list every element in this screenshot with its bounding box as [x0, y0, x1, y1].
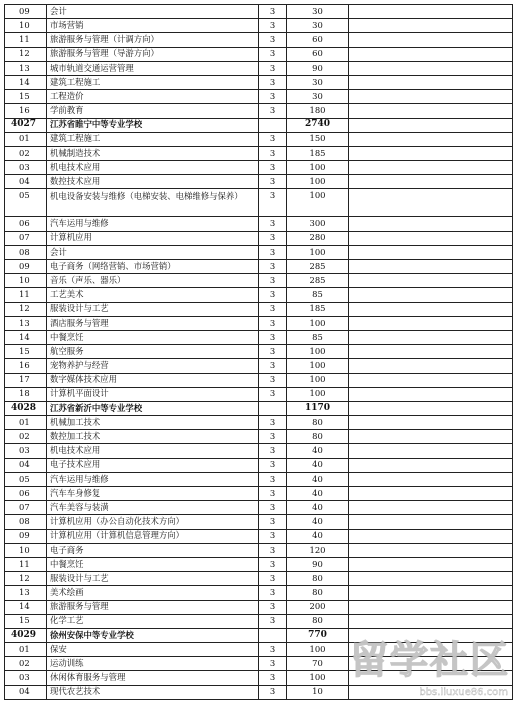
years-cell: 3 — [259, 161, 287, 175]
major-row — [5, 245, 513, 259]
name-cell: 数控技术应用 — [47, 175, 259, 189]
name-cell: 旅游服务与管理 — [47, 600, 259, 614]
plan-cell: 2740 — [287, 118, 349, 132]
plan-cell: 150 — [287, 132, 349, 146]
code-cell: 01 — [5, 643, 47, 657]
years-cell: 3 — [259, 487, 287, 501]
plan-cell: 100 — [287, 373, 349, 387]
plan-cell: 300 — [287, 217, 349, 231]
code-cell: 13 — [5, 316, 47, 330]
name-cell: 汽车车身修复 — [47, 487, 259, 501]
code-cell: 09 — [5, 529, 47, 543]
watermark-url: bbs.liuxue86.com — [419, 687, 508, 698]
years-cell: 3 — [259, 19, 287, 33]
years-cell: 3 — [259, 444, 287, 458]
code-cell: 12 — [5, 302, 47, 316]
note-cell — [349, 47, 513, 61]
plan-cell: 70 — [287, 657, 349, 671]
years-cell: 3 — [259, 600, 287, 614]
watermark-logo: 留学社区 — [349, 638, 510, 682]
code-cell: 15 — [5, 90, 47, 104]
plan-cell: 1170 — [287, 401, 349, 415]
name-cell: 机械加工技术 — [47, 416, 259, 430]
years-cell: 3 — [259, 458, 287, 472]
note-cell — [349, 543, 513, 557]
note-cell — [349, 387, 513, 401]
code-cell: 02 — [5, 430, 47, 444]
years-cell: 3 — [259, 189, 287, 217]
years-cell: 3 — [259, 231, 287, 245]
plan-cell: 60 — [287, 47, 349, 61]
plan-cell: 40 — [287, 515, 349, 529]
note-cell — [349, 104, 513, 118]
name-cell: 会计 — [47, 5, 259, 19]
plan-cell: 30 — [287, 19, 349, 33]
major-row — [5, 189, 513, 217]
note-cell — [349, 302, 513, 316]
major-row — [5, 487, 513, 501]
years-cell: 3 — [259, 586, 287, 600]
name-cell: 现代农艺技术 — [47, 685, 259, 699]
major-row — [5, 543, 513, 557]
major-row — [5, 430, 513, 444]
note-cell — [349, 515, 513, 529]
name-cell: 数控加工技术 — [47, 430, 259, 444]
name-cell: 旅游服务与管理（计调方向） — [47, 33, 259, 47]
plan-cell: 40 — [287, 529, 349, 543]
code-cell: 10 — [5, 543, 47, 557]
major-row — [5, 47, 513, 61]
major-row — [5, 416, 513, 430]
years-cell: 3 — [259, 104, 287, 118]
name-cell: 旅游服务与管理（导游方向） — [47, 47, 259, 61]
plan-cell: 40 — [287, 458, 349, 472]
note-cell — [349, 416, 513, 430]
code-cell: 01 — [5, 132, 47, 146]
name-cell: 计算机应用（办公自动化技术方向） — [47, 515, 259, 529]
name-cell: 电子商务（网络营销、市场营销） — [47, 260, 259, 274]
years-cell: 3 — [259, 416, 287, 430]
major-row — [5, 104, 513, 118]
plan-cell: 30 — [287, 5, 349, 19]
plan-cell: 100 — [287, 161, 349, 175]
note-cell — [349, 401, 513, 415]
name-cell: 江苏省新沂中等专业学校 — [47, 401, 259, 415]
name-cell: 计算机应用 — [47, 231, 259, 245]
years-cell: 3 — [259, 5, 287, 19]
major-row — [5, 387, 513, 401]
note-cell — [349, 444, 513, 458]
years-cell: 3 — [259, 274, 287, 288]
plan-cell: 180 — [287, 104, 349, 118]
name-cell: 机电技术应用 — [47, 444, 259, 458]
code-cell: 05 — [5, 189, 47, 217]
name-cell: 工艺美术 — [47, 288, 259, 302]
major-row — [5, 260, 513, 274]
name-cell: 市场营销 — [47, 19, 259, 33]
name-cell: 电子技术应用 — [47, 458, 259, 472]
note-cell — [349, 5, 513, 19]
name-cell: 中餐烹饪 — [47, 557, 259, 571]
plan-cell: 185 — [287, 302, 349, 316]
code-cell: 16 — [5, 104, 47, 118]
years-cell: 3 — [259, 685, 287, 699]
note-cell — [349, 487, 513, 501]
code-cell: 04 — [5, 175, 47, 189]
plan-cell: 40 — [287, 501, 349, 515]
code-cell: 02 — [5, 146, 47, 160]
years-cell: 3 — [259, 146, 287, 160]
code-cell: 4027 — [5, 118, 47, 132]
major-row — [5, 302, 513, 316]
plan-cell: 100 — [287, 189, 349, 217]
note-cell — [349, 359, 513, 373]
code-cell: 16 — [5, 359, 47, 373]
years-cell: 3 — [259, 75, 287, 89]
code-cell: 05 — [5, 472, 47, 486]
years-cell: 3 — [259, 387, 287, 401]
major-row — [5, 217, 513, 231]
watermark — [340, 638, 510, 698]
plan-cell: 90 — [287, 557, 349, 571]
plan-cell: 90 — [287, 61, 349, 75]
major-row — [5, 288, 513, 302]
years-cell: 3 — [259, 501, 287, 515]
note-cell — [349, 260, 513, 274]
name-cell: 运动训练 — [47, 657, 259, 671]
major-row — [5, 175, 513, 189]
code-cell: 09 — [5, 5, 47, 19]
code-cell: 17 — [5, 373, 47, 387]
name-cell: 学前教育 — [47, 104, 259, 118]
plan-cell: 85 — [287, 288, 349, 302]
code-cell: 14 — [5, 600, 47, 614]
major-row — [5, 614, 513, 628]
years-cell: 3 — [259, 132, 287, 146]
major-row — [5, 515, 513, 529]
note-cell — [349, 316, 513, 330]
school-row — [5, 118, 513, 132]
note-cell — [349, 75, 513, 89]
note-cell — [349, 600, 513, 614]
years-cell: 3 — [259, 472, 287, 486]
years-cell: 3 — [259, 430, 287, 444]
code-cell: 12 — [5, 47, 47, 61]
major-row — [5, 330, 513, 344]
plan-cell: 285 — [287, 274, 349, 288]
major-row — [5, 146, 513, 160]
name-cell: 会计 — [47, 245, 259, 259]
name-cell: 酒店服务与管理 — [47, 316, 259, 330]
note-cell — [349, 557, 513, 571]
plan-cell: 120 — [287, 543, 349, 557]
major-row — [5, 316, 513, 330]
code-cell: 08 — [5, 245, 47, 259]
plan-cell: 80 — [287, 572, 349, 586]
code-cell: 14 — [5, 75, 47, 89]
name-cell: 机械制造技术 — [47, 146, 259, 160]
code-cell: 04 — [5, 458, 47, 472]
years-cell: 3 — [259, 359, 287, 373]
plan-cell: 770 — [287, 628, 349, 642]
major-row — [5, 359, 513, 373]
plan-cell: 80 — [287, 416, 349, 430]
code-cell: 13 — [5, 586, 47, 600]
plan-cell: 100 — [287, 643, 349, 657]
name-cell: 汽车美容与装潢 — [47, 501, 259, 515]
major-row — [5, 75, 513, 89]
major-row — [5, 444, 513, 458]
major-row — [5, 529, 513, 543]
major-row — [5, 501, 513, 515]
plan-cell: 30 — [287, 90, 349, 104]
code-cell: 04 — [5, 685, 47, 699]
code-cell: 14 — [5, 330, 47, 344]
major-row — [5, 373, 513, 387]
years-cell: 3 — [259, 316, 287, 330]
years-cell — [259, 401, 287, 415]
note-cell — [349, 118, 513, 132]
major-row — [5, 600, 513, 614]
code-cell: 10 — [5, 274, 47, 288]
major-row — [5, 572, 513, 586]
name-cell: 电子商务 — [47, 543, 259, 557]
name-cell: 建筑工程施工 — [47, 132, 259, 146]
note-cell — [349, 61, 513, 75]
code-cell: 15 — [5, 614, 47, 628]
years-cell: 3 — [259, 217, 287, 231]
years-cell: 3 — [259, 373, 287, 387]
note-cell — [349, 217, 513, 231]
note-cell — [349, 614, 513, 628]
years-cell: 3 — [259, 557, 287, 571]
major-row — [5, 472, 513, 486]
plan-cell: 40 — [287, 472, 349, 486]
name-cell: 音乐（声乐、器乐） — [47, 274, 259, 288]
name-cell: 汽车运用与维修 — [47, 217, 259, 231]
major-row — [5, 161, 513, 175]
major-row — [5, 231, 513, 245]
enrollment-table — [4, 4, 513, 700]
note-cell — [349, 586, 513, 600]
years-cell: 3 — [259, 61, 287, 75]
note-cell — [349, 472, 513, 486]
plan-cell: 185 — [287, 146, 349, 160]
name-cell: 机电技术应用 — [47, 161, 259, 175]
name-cell: 工程造价 — [47, 90, 259, 104]
enrollment-table-body — [5, 5, 513, 700]
plan-cell: 40 — [287, 487, 349, 501]
plan-cell: 285 — [287, 260, 349, 274]
major-row — [5, 557, 513, 571]
name-cell: 航空服务 — [47, 345, 259, 359]
code-cell: 10 — [5, 19, 47, 33]
years-cell: 3 — [259, 643, 287, 657]
name-cell: 宠物养护与经营 — [47, 359, 259, 373]
years-cell: 3 — [259, 47, 287, 61]
name-cell: 城市轨道交通运营管理 — [47, 61, 259, 75]
major-row — [5, 345, 513, 359]
name-cell: 计算机应用（计算机信息管理方向） — [47, 529, 259, 543]
years-cell — [259, 628, 287, 642]
years-cell: 3 — [259, 330, 287, 344]
code-cell: 02 — [5, 657, 47, 671]
name-cell: 保安 — [47, 643, 259, 657]
name-cell: 建筑工程施工 — [47, 75, 259, 89]
years-cell: 3 — [259, 515, 287, 529]
plan-cell: 100 — [287, 345, 349, 359]
plan-cell: 280 — [287, 231, 349, 245]
note-cell — [349, 132, 513, 146]
years-cell: 3 — [259, 529, 287, 543]
name-cell: 美术绘画 — [47, 586, 259, 600]
code-cell: 07 — [5, 231, 47, 245]
major-row — [5, 90, 513, 104]
code-cell: 4029 — [5, 628, 47, 642]
note-cell — [349, 90, 513, 104]
plan-cell: 80 — [287, 614, 349, 628]
name-cell: 计算机平面设计 — [47, 387, 259, 401]
plan-cell: 85 — [287, 330, 349, 344]
years-cell: 3 — [259, 543, 287, 557]
years-cell: 3 — [259, 657, 287, 671]
major-row — [5, 274, 513, 288]
years-cell: 3 — [259, 245, 287, 259]
years-cell — [259, 118, 287, 132]
years-cell: 3 — [259, 175, 287, 189]
name-cell: 服装设计与工艺 — [47, 572, 259, 586]
note-cell — [349, 330, 513, 344]
code-cell: 15 — [5, 345, 47, 359]
years-cell: 3 — [259, 260, 287, 274]
code-cell: 4028 — [5, 401, 47, 415]
code-cell: 11 — [5, 33, 47, 47]
code-cell: 11 — [5, 288, 47, 302]
major-row — [5, 132, 513, 146]
major-row — [5, 33, 513, 47]
plan-cell: 10 — [287, 685, 349, 699]
note-cell — [349, 19, 513, 33]
note-cell — [349, 146, 513, 160]
name-cell: 徐州安保中等专业学校 — [47, 628, 259, 642]
code-cell: 07 — [5, 501, 47, 515]
major-row — [5, 458, 513, 472]
plan-cell: 200 — [287, 600, 349, 614]
code-cell: 11 — [5, 557, 47, 571]
major-row — [5, 19, 513, 33]
code-cell: 08 — [5, 515, 47, 529]
school-row — [5, 401, 513, 415]
code-cell: 09 — [5, 260, 47, 274]
name-cell: 休闲体育服务与管理 — [47, 671, 259, 685]
note-cell — [349, 189, 513, 217]
note-cell — [349, 529, 513, 543]
plan-cell: 100 — [287, 671, 349, 685]
note-cell — [349, 373, 513, 387]
plan-cell: 100 — [287, 316, 349, 330]
note-cell — [349, 175, 513, 189]
major-row — [5, 586, 513, 600]
plan-cell: 80 — [287, 430, 349, 444]
plan-cell: 30 — [287, 75, 349, 89]
plan-cell: 100 — [287, 359, 349, 373]
years-cell: 3 — [259, 90, 287, 104]
plan-cell: 80 — [287, 586, 349, 600]
note-cell — [349, 274, 513, 288]
years-cell: 3 — [259, 671, 287, 685]
plan-cell: 100 — [287, 387, 349, 401]
years-cell: 3 — [259, 302, 287, 316]
note-cell — [349, 345, 513, 359]
name-cell: 中餐烹饪 — [47, 330, 259, 344]
years-cell: 3 — [259, 33, 287, 47]
years-cell: 3 — [259, 572, 287, 586]
code-cell: 06 — [5, 487, 47, 501]
code-cell: 06 — [5, 217, 47, 231]
major-row — [5, 61, 513, 75]
note-cell — [349, 161, 513, 175]
note-cell — [349, 245, 513, 259]
code-cell: 13 — [5, 61, 47, 75]
name-cell: 汽车运用与维修 — [47, 472, 259, 486]
name-cell: 机电设备安装与维修（电梯安装、电梯维修与保养） — [47, 189, 259, 217]
code-cell: 03 — [5, 161, 47, 175]
note-cell — [349, 430, 513, 444]
plan-cell: 100 — [287, 245, 349, 259]
note-cell — [349, 288, 513, 302]
code-cell: 18 — [5, 387, 47, 401]
note-cell — [349, 572, 513, 586]
name-cell: 化学工艺 — [47, 614, 259, 628]
plan-cell: 60 — [287, 33, 349, 47]
major-row — [5, 5, 513, 19]
code-cell: 12 — [5, 572, 47, 586]
code-cell: 03 — [5, 671, 47, 685]
years-cell: 3 — [259, 288, 287, 302]
name-cell: 数字媒体技术应用 — [47, 373, 259, 387]
years-cell: 3 — [259, 345, 287, 359]
note-cell — [349, 33, 513, 47]
note-cell — [349, 501, 513, 515]
name-cell: 江苏省睢宁中等专业学校 — [47, 118, 259, 132]
code-cell: 01 — [5, 416, 47, 430]
years-cell: 3 — [259, 614, 287, 628]
plan-cell: 40 — [287, 444, 349, 458]
note-cell — [349, 231, 513, 245]
name-cell: 服装设计与工艺 — [47, 302, 259, 316]
plan-cell: 100 — [287, 175, 349, 189]
note-cell — [349, 458, 513, 472]
code-cell: 03 — [5, 444, 47, 458]
